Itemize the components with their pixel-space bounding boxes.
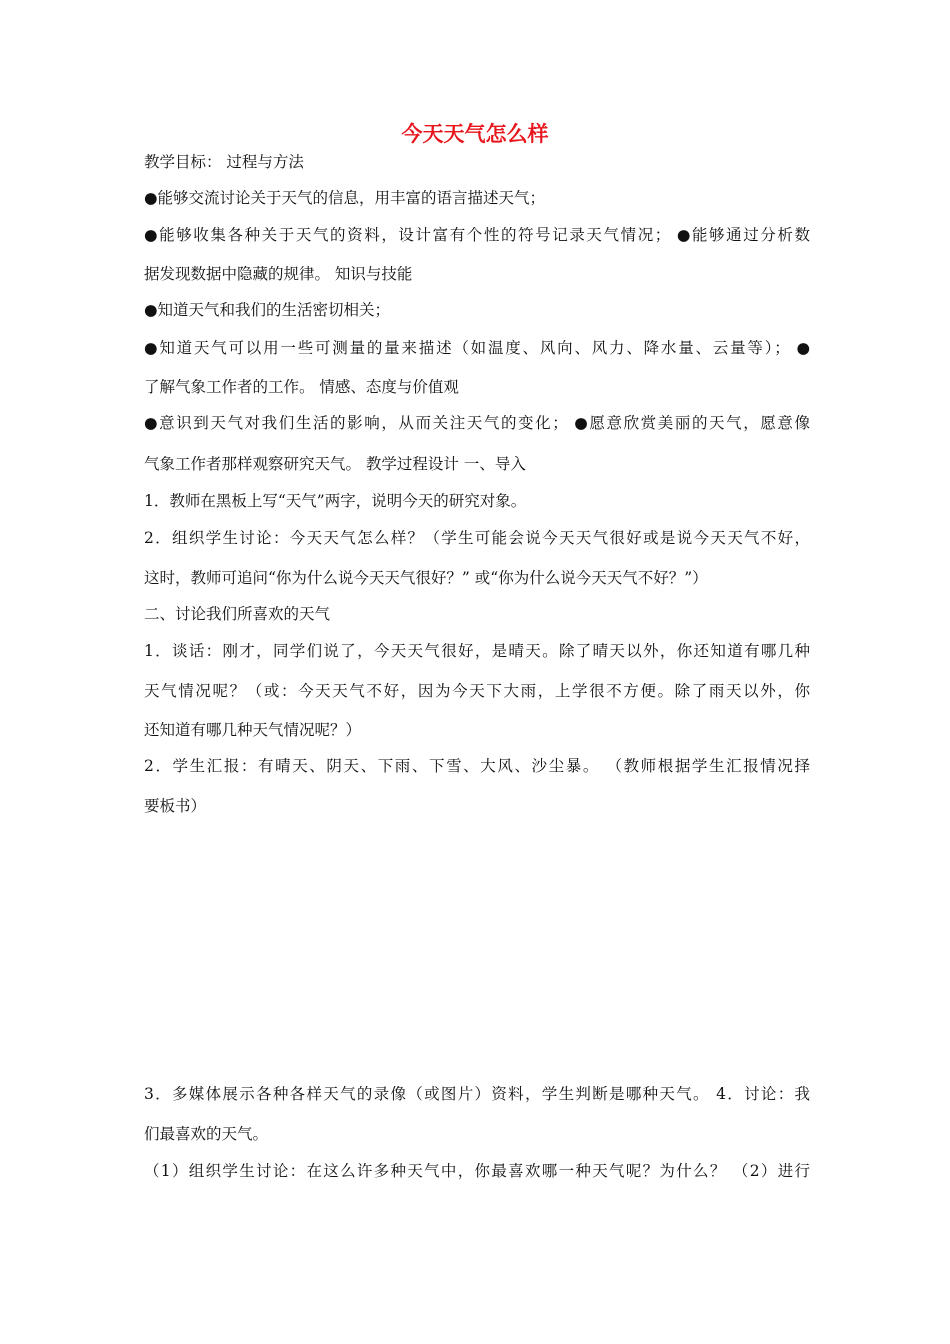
text-line: 了解气象工作者的工作。 情感、态度与价值观 [144, 378, 459, 396]
text-line: 2．组织学生讨论：今天天气怎么样？（学生可能会说今天天气很好或是说今天天气不好， [144, 529, 810, 547]
text-line: （1）组织学生讨论：在这么许多种天气中，你最喜欢哪一种天气呢？为什么？ （2）进行 [144, 1162, 810, 1180]
section-heading: 二、讨论我们所喜欢的天气 [144, 605, 331, 623]
text-line: 2．学生汇报：有晴天、阴天、下雨、下雪、大风、沙尘暴。 （教师根据学生汇报情况择 [144, 757, 810, 775]
text-line: 1．谈话：刚才，同学们说了，今天天气很好，是晴天。除了晴天以外，你还知道有哪几种 [144, 642, 810, 660]
text-line: 还知道有哪几种天气情况呢？） [144, 721, 362, 739]
text-line: 3．多媒体展示各种各样天气的录像（或图片）资料，学生判断是哪种天气。 4．讨论：我 [144, 1085, 810, 1103]
text-line: 这时，教师可追问“你为什么说今天天气很好？” 或“你为什么说今天天气不好？”） [144, 569, 708, 587]
text-line: ●意识到天气对我们生活的影响，从而关注天气的变化； ●愿意欣赏美丽的天气，愿意像 [144, 414, 810, 432]
text-line: ●能够收集各种关于天气的资料，设计富有个性的符号记录天气情况； ●能够通过分析数 [144, 226, 810, 244]
text-line: 们最喜欢的天气。 [144, 1125, 269, 1143]
text-line: 1．教师在黑板上写“天气”两字，说明今天的研究对象。 [144, 492, 527, 510]
text-line: 气象工作者那样观察研究天气。 教学过程设计 一、导入 [144, 455, 526, 473]
text-line: ●知道天气和我们的生活密切相关； [144, 301, 391, 319]
document-title: 今天天气怎么样 [401, 122, 549, 146]
text-line: 天气情况呢？（或：今天天气不好，因为今天下大雨，上学很不方便。除了雨天以外，你 [144, 682, 810, 700]
text-line: 据发现数据中隐藏的规律。 知识与技能 [144, 265, 413, 283]
text-line: 要板书） [144, 797, 207, 815]
text-line: ●能够交流讨论关于天气的信息，用丰富的语言描述天气； [144, 189, 546, 207]
text-line: 教学目标： 过程与方法 [144, 153, 304, 171]
text-line: ●知道天气可以用一些可测量的量来描述（如温度、风向、风力、降水量、云量等）； ● [144, 339, 810, 357]
